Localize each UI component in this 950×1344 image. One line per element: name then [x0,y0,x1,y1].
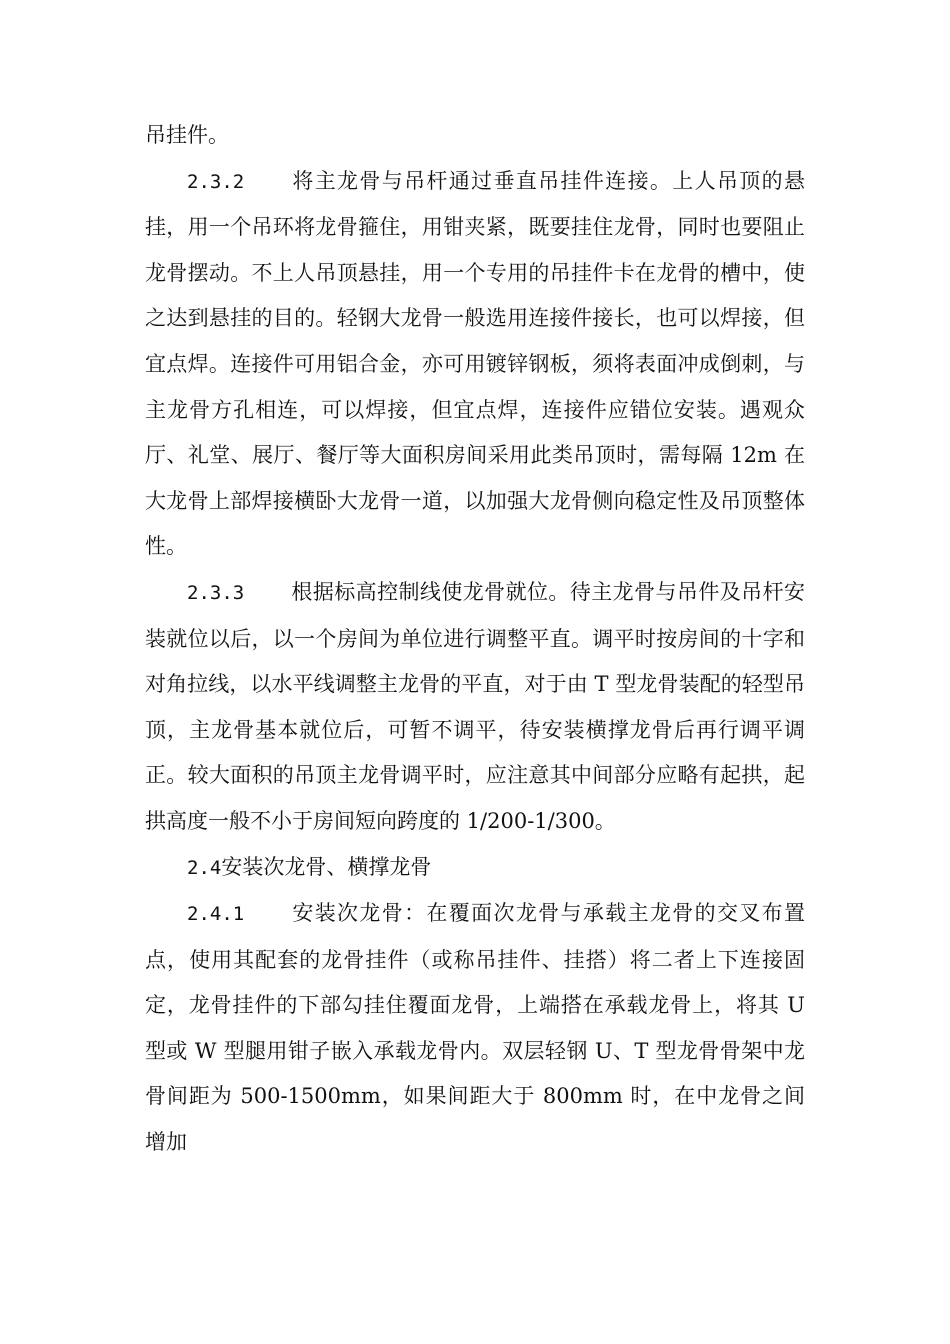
paragraph-text: 安装次龙骨：在覆面次龙骨与承载主龙骨的交叉布置点，使用其配套的龙骨挂件（或称吊挂件、挂搭）将二者上下连接固定，龙骨挂件的下部勾挂住覆面龙骨，上端搭在承载龙骨上，将其 U 型或 W 型腿用钳子嵌入承载龙骨内。双层轻钢 U、T 型龙骨骨架中龙骨间距为 500-1500mm，如果间距大于 800mm 时，在中龙骨之间增加 [145,901,805,1155]
paragraph-text: 根据标高控制线使龙骨就位。待主龙骨与吊件及吊杆安装就位以后，以一个房间为单位进行调整平直。调平时按房间的十字和对角拉线，以水平线调整主龙骨的平直，对于由 T 型龙骨装配的轻型吊顶，主龙骨基本就位后，可暂不调平，待安装横撑龙骨后再行调平调正。较大面积的吊顶主龙骨调平时，应注意其中间部分应略有起拱，起拱高度一般不小于房间短向跨度的 1/200-1/300。 [145,579,805,833]
section-heading-2-4 [145,845,805,892]
section-number: 2.3.3 [187,581,245,604]
paragraph-2-3-2 [145,159,805,570]
paragraph-text: 吊挂件。 [145,123,229,147]
section-heading-text: 安装次龙骨、横撑龙骨 [221,854,432,879]
section-number: 2.3.2 [187,170,245,193]
paragraph-continuation [145,113,805,159]
section-number: 2.4.1 [187,903,245,926]
paragraph-2-4-1 [145,891,805,1166]
paragraph-2-3-3 [145,570,805,845]
paragraph-text: 将主龙骨与吊杆通过垂直吊挂件连接。上人吊顶的悬挂，用一个吊环将龙骨箍住，用钳夹紧，既要挂住龙骨，同时也要阻止龙骨摆动。不上人吊顶悬挂，用一个专用的吊挂件卡在龙骨的槽中，使之达到悬挂的目的。轻钢大龙骨一般选用连接件接长，也可以焊接，但宜点焊。连接件可用铝合金，亦可用镀锌钢板，须将表面冲成倒刺，与主龙骨方孔相连，可以焊接，但宜点焊，连接件应错位安装。遇观众厅、礼堂、展厅、餐厅等大面积房间采用此类吊顶时，需每隔 12m 在大龙骨上部焊接横卧大龙骨一道，以加强大龙骨侧向稳定性及吊顶整体性。 [145,168,805,559]
section-number: 2.4 [187,856,222,879]
document-body [145,113,805,1166]
